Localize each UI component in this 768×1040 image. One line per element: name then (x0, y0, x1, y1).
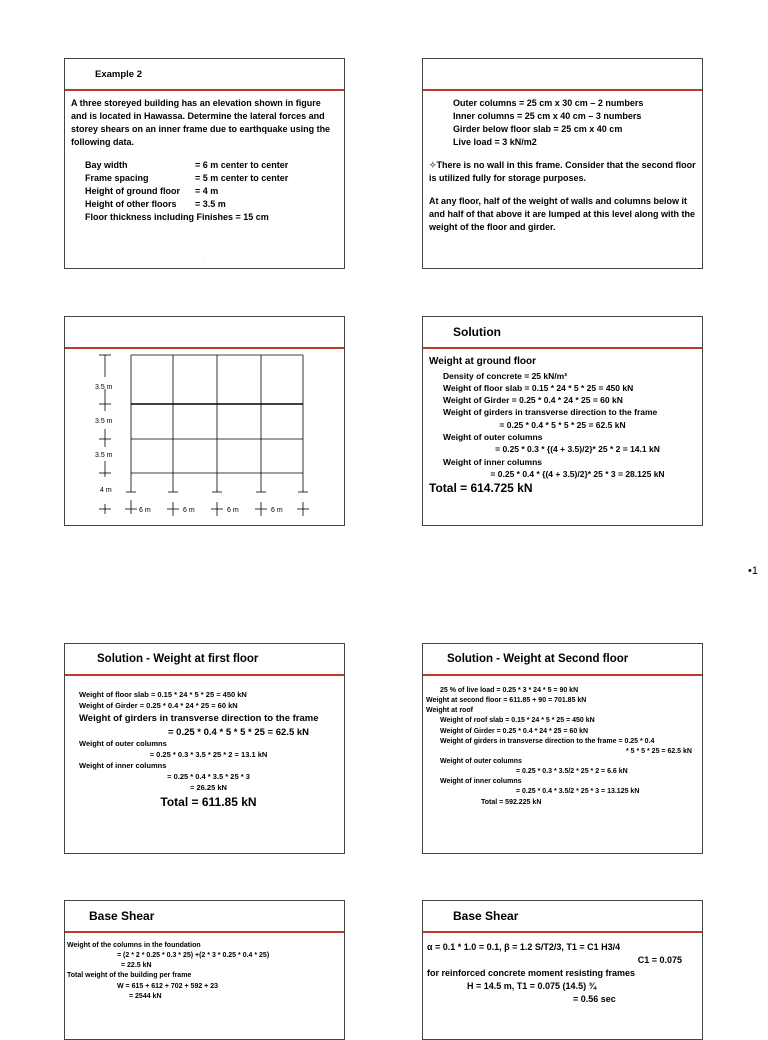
calc-line: Weight of girders in transverse direction to the frame (443, 407, 658, 418)
calc-line: Weight of Girder = 0.25 * 0.4 * 24 * 25 = 60 kN (443, 395, 623, 406)
diamond-bullet-icon: ✧ (429, 160, 437, 171)
data-item (71, 159, 338, 172)
total-weight: Total = 592.225 kN (481, 798, 542, 806)
calc-line: Girder below floor slab = 25 cm x 40 cm (453, 124, 623, 135)
calc-line: = 2544 kN (129, 992, 162, 1000)
calc-line: = 26.25 kN (190, 782, 227, 792)
slide-title: Solution - Weight at Second floor (423, 644, 702, 676)
note: ✧There is no wall in this frame. Consider that the second floor is utilized fully for storage purposes. (429, 160, 696, 184)
calc-line: = 0.25 * 0.4 * 3.5/2 * 25 * 3 = 13.125 kN (516, 788, 640, 796)
bay-width-label: 6 m (183, 507, 195, 514)
problem-statement: A three storeyed building has an elevation shown in figure and is located in Hawassa. Determine the lateral forces and storey shears on an inner frame due to earthquake using the following data. (71, 98, 331, 148)
calc-lines (429, 370, 696, 419)
slide-header (423, 59, 702, 91)
slide-title: Solution - Weight at first floor (65, 644, 344, 676)
calc-line: = 0.25 * 0.3 * {(4 + 3.5)/2}* 25 * 2 = 14.1 kN (495, 444, 660, 455)
calc-line: Weight of the columns in the foundation (67, 942, 201, 949)
data-item-value: = 5 m center to center (195, 173, 289, 184)
data-item-value: = 4 m (195, 186, 219, 197)
calc-line: = (2 * 2 * 0.25 * 0.3 * 25) +(2 * 3 * 0.25 * 0.4 * 25) (117, 952, 270, 960)
slide-title: Example 2 (65, 59, 344, 91)
calc-line: Weight of Girder = 0.25 * 0.4 * 24 * 25 = 60 kN (79, 700, 238, 710)
slide-first-floor-weight (64, 643, 345, 854)
slide-base-shear-weight (64, 900, 345, 1040)
calc-line: = 0.25 * 0.4 * 5 * 5 * 25 = 62.5 kN (167, 726, 310, 738)
bay-width-label: 6 m (227, 507, 239, 514)
data-item-value: = 3.5 m (195, 199, 226, 210)
story-height-label: 3.5 m (95, 418, 113, 425)
calc-line: H = 14.5 m, T1 = 0.075 (14.5) ¾ (467, 981, 597, 992)
lumping-paragraph: At any floor, half of the weight of walls and columns below it and half of that above it are lumped at this level along with the weight of the floor and girder. (429, 196, 696, 233)
calc-line: C1 = 0.075 (637, 955, 682, 966)
calc-line: Weight of outer columns (440, 757, 522, 765)
slide-base-shear-period (422, 900, 703, 1040)
data-list (71, 159, 338, 211)
story-height-label: 3.5 m (95, 384, 113, 391)
calc-line: Weight at second floor = 611.85 + 90 = 701.85 kN (426, 697, 587, 705)
slide-title: Solution (423, 317, 702, 349)
slide-solution-ground-floor (422, 316, 703, 526)
calc-line: Weight of outer columns (443, 432, 543, 443)
total-weight: Total = 614.725 kN (429, 481, 533, 496)
data-item-value: = 6 m center to center (195, 160, 289, 171)
bay-width-label: 6 m (271, 507, 283, 514)
slide-second-floor-weight (422, 643, 703, 854)
data-item (71, 172, 338, 185)
calc-line: = 0.25 * 0.3 * 3.5/2 * 25 * 2 = 6.6 kN (516, 768, 628, 776)
story-height-label: 3.5 m (95, 452, 113, 459)
slide-frame-elevation (64, 316, 345, 526)
calc-line: Weight of girders in transverse direction to the frame (79, 712, 319, 724)
calc-line: Weight at roof (426, 707, 473, 715)
data-item-label: Height of other floors (85, 199, 177, 210)
calc-line: Weight of inner columns (79, 761, 167, 771)
calc-line: Weight of inner columns (443, 456, 543, 467)
calc-line: Inner columns = 25 cm x 40 cm – 3 numbers (453, 111, 642, 122)
calc-lines (426, 716, 696, 746)
calc-line: = 0.25 * 0.4 * 5 * 5 * 25 = 62.5 kN (499, 419, 626, 430)
data-item-label: Height of ground floor (85, 186, 180, 197)
calc-line: Weight of outer columns (79, 739, 167, 749)
data-item (71, 185, 338, 198)
calc-line: Live load = 3 kN/m2 (453, 137, 537, 148)
frame-elevation-diagram (65, 349, 345, 526)
calc-line: Density of concrete = 25 kN/m³ (443, 370, 568, 381)
slide-footer: — (203, 259, 206, 263)
calc-line: Weight of girders in transverse direction to the frame = 0.25 * 0.4 (440, 737, 655, 745)
section-heading: Weight at ground floor (429, 356, 537, 367)
calc-line: Weight of floor slab = 0.15 * 24 * 5 * 25 = 450 kN (443, 382, 634, 393)
data-item-label: Bay width (85, 160, 128, 171)
calc-line: Weight of floor slab = 0.15 * 24 * 5 * 25 = 450 kN (79, 690, 247, 699)
data-item (71, 198, 338, 211)
story-height-label: 4 m (100, 487, 112, 494)
calc-line: for reinforced concrete moment resisting frames (427, 968, 636, 979)
calc-line: = 0.25 * 0.4 * 3.5 * 25 * 3 (167, 771, 250, 781)
slide-example-2 (64, 58, 345, 269)
calc-line: Weight of roof slab = 0.15 * 24 * 5 * 25 = 450 kN (440, 717, 595, 725)
data-item-label: Frame spacing (85, 173, 149, 184)
calc-line: = 0.25 * 0.3 * 3.5 * 25 * 2 = 13.1 kN (149, 750, 268, 760)
calc-line: Weight of inner columns (440, 778, 522, 786)
calc-line: α = 0.1 * 1.0 = 0.1, β = 1.2 S/T2/3, T1 = C1 H3/4 (427, 942, 621, 952)
calc-line: = 22.5 kN (121, 962, 152, 970)
total-weight: Total = 611.85 kN (160, 794, 257, 809)
calc-line: Outer columns = 25 cm x 30 cm – 2 numbers (453, 98, 644, 108)
calc-line: Weight of Girder = 0.25 * 0.4 * 24 * 25 = 60 kN (440, 727, 589, 735)
slide-header (65, 317, 344, 349)
slide-title: Base Shear (423, 901, 702, 933)
slide-title: Base Shear (65, 901, 344, 933)
calc-lines (79, 690, 338, 712)
bay-width-label: 6 m (139, 507, 151, 514)
calc-line: * 5 * 5 * 25 = 62.5 kN (626, 747, 692, 755)
calc-line: W = 615 + 612 + 702 + 592 + 23 (117, 982, 218, 990)
calc-line: = 0.56 sec (573, 994, 616, 1005)
slide-data-continued (422, 58, 703, 269)
calc-line: = 0.25 * 0.4 * {(4 + 3.5)/2}* 25 * 3 = 28.125 kN (490, 469, 665, 479)
data-list (429, 97, 696, 149)
calc-line: 25 % of live load = 0.25 * 3 * 24 * 5 = 90 kN (440, 687, 579, 694)
calc-line: Total weight of the building per frame (67, 972, 192, 980)
page-marker: •1 (748, 565, 758, 577)
data-item: Floor thickness including Finishes = 15 cm (85, 212, 269, 223)
